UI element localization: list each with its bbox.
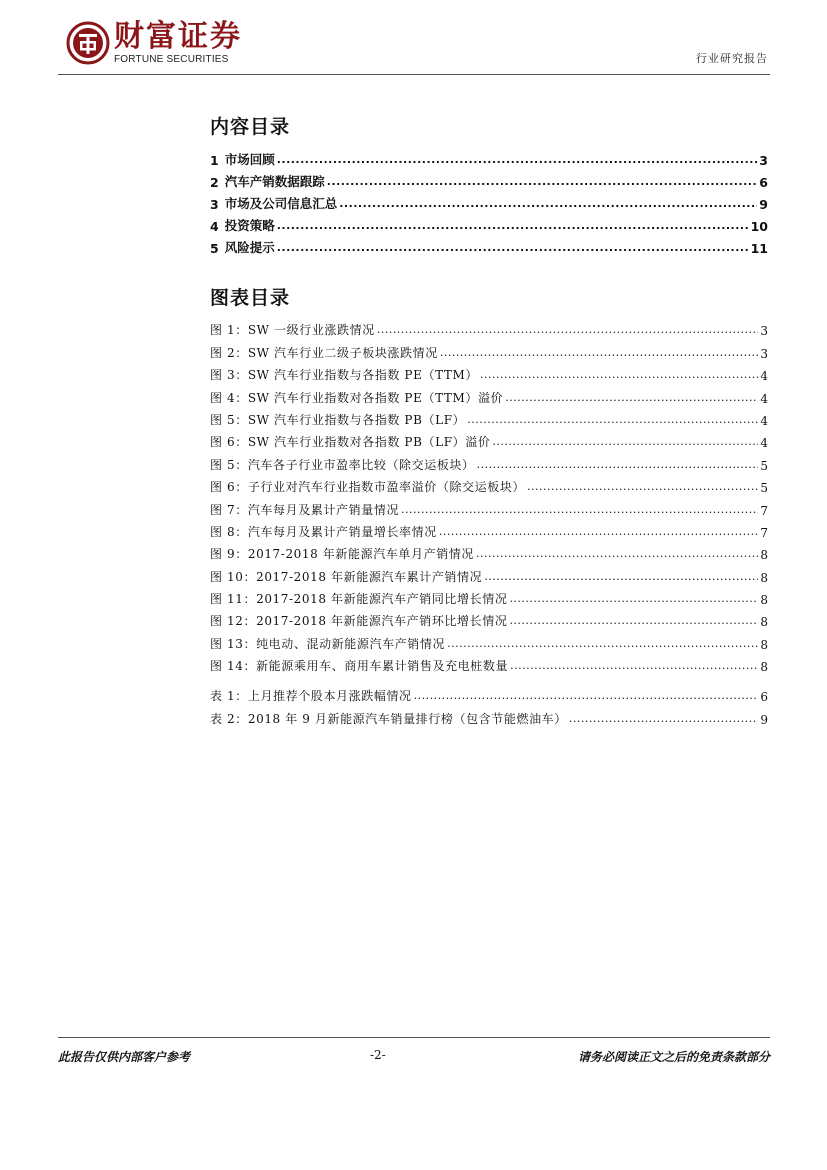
dot-leader (480, 368, 758, 380)
brand-name-cn: 财富证券 (114, 19, 242, 54)
figure-item[interactable] (210, 450, 768, 472)
table-item-page: 6 (760, 690, 768, 705)
footer-divider (58, 1037, 770, 1038)
page-header (58, 18, 770, 74)
contents-title: 内容目录 (210, 116, 291, 138)
dot-leader (509, 614, 758, 626)
dot-leader (277, 241, 749, 254)
table-item-page: 9 (760, 712, 768, 727)
dot-leader (509, 592, 758, 604)
table-item-label: 表 2：2018 年 9 月新能源汽车销量排行榜（包含节能燃油车） (210, 711, 567, 726)
contents-item-label: 风险提示 (224, 240, 275, 255)
dot-leader (414, 689, 759, 701)
figure-item-label: 图 6：SW 汽车行业指数对各指数 PB（LF）溢价 (210, 435, 491, 450)
contents-item[interactable] (210, 146, 768, 168)
report-type-label: 行业研究报告 (696, 52, 768, 65)
figure-item-label: 图 13：纯电动、混动新能源汽车产销情况 (210, 636, 446, 651)
figure-item-label: 图 8：汽车每月及累计产销量增长率情况 (210, 524, 437, 539)
figure-item-label: 图 11：2017-2018 年新能源汽车产销同比增长情况 (210, 592, 508, 607)
footer-disclaimer-right: 请务必阅读正文之后的免责条款部分 (577, 1050, 770, 1064)
figure-item-page: 3 (760, 346, 768, 361)
figures-list (210, 316, 768, 674)
figure-item-page: 8 (760, 570, 768, 585)
figure-item[interactable] (210, 540, 768, 562)
figure-item-page: 8 (760, 615, 768, 630)
contents-item-number: 2 (210, 175, 219, 190)
dot-leader (277, 153, 758, 166)
dot-leader (339, 197, 757, 210)
table-item[interactable] (210, 682, 768, 704)
dot-leader (484, 570, 758, 582)
contents-item[interactable] (210, 212, 768, 234)
tables-list (210, 682, 768, 727)
figure-item-label: 图 5：汽车各子行业市盈率比较（除交运板块） (210, 457, 475, 472)
brand-name-en: FORTUNE SECURITIES (114, 54, 229, 65)
figure-item-page: 3 (760, 324, 768, 339)
contents-item-page: 3 (759, 153, 768, 168)
figure-item-label: 图 14：新能源乘用车、商用车累计销售及充电桩数量 (210, 659, 509, 674)
contents-item-number: 3 (210, 197, 219, 212)
dot-leader (569, 712, 758, 724)
contents-item-page: 9 (759, 197, 768, 212)
figure-item-label: 图 12：2017-2018 年新能源汽车产销环比增长情况 (210, 614, 508, 629)
contents-item-page: 6 (759, 175, 768, 190)
dot-leader (467, 413, 758, 425)
figure-item-page: 4 (760, 369, 768, 384)
dot-leader (401, 503, 758, 515)
contents-item-number: 4 (210, 219, 219, 234)
page-number: -2- (370, 1048, 386, 1062)
dot-leader (277, 219, 749, 232)
figure-item-page: 8 (760, 637, 768, 652)
figure-item-page: 8 (760, 593, 768, 608)
figure-item-label: 图 5：SW 汽车行业指数与各指数 PB（LF） (210, 412, 466, 427)
figure-item[interactable] (210, 495, 768, 517)
figure-item-label: 图 7：汽车每月及累计产销量情况 (210, 502, 400, 517)
figure-item[interactable] (210, 428, 768, 450)
figure-item-page: 4 (760, 436, 768, 451)
dot-leader (327, 175, 758, 188)
contents-item[interactable] (210, 234, 768, 256)
figure-item-page: 8 (760, 660, 768, 675)
header-divider (58, 74, 770, 75)
figure-item-label: 图 10：2017-2018 年新能源汽车累计产销情况 (210, 569, 483, 584)
table-item[interactable] (210, 704, 768, 726)
figure-item[interactable] (210, 406, 768, 428)
dot-leader (476, 547, 758, 559)
dot-leader (510, 659, 758, 671)
figure-item-label: 图 1：SW 一级行业涨跌情况 (210, 323, 375, 338)
contents-item-label: 市场及公司信息汇总 (224, 196, 338, 211)
figure-item-label: 图 9：2017-2018 年新能源汽车单月产销情况 (210, 547, 474, 562)
figure-item[interactable] (210, 607, 768, 629)
figure-item-page: 4 (760, 413, 768, 428)
figure-item-page: 5 (760, 458, 768, 473)
figure-item[interactable] (210, 316, 768, 338)
contents-item-label: 投资策略 (224, 218, 275, 233)
contents-item-label: 市场回顾 (224, 152, 275, 167)
contents-item-number: 1 (210, 153, 219, 168)
contents-item-label: 汽车产销数据跟踪 (224, 174, 325, 189)
figure-item[interactable] (210, 629, 768, 651)
dot-leader (440, 346, 759, 358)
figure-item-page: 8 (760, 548, 768, 563)
fortune-securities-logo-icon (66, 21, 110, 65)
figure-item[interactable] (210, 383, 768, 405)
figure-item-page: 5 (760, 481, 768, 496)
figure-item-label: 图 2：SW 汽车行业二级子板块涨跌情况 (210, 345, 438, 360)
dot-leader (492, 435, 758, 447)
figure-item-page: 4 (760, 391, 768, 406)
figure-item[interactable] (210, 361, 768, 383)
dot-leader (527, 480, 758, 492)
dot-leader (377, 323, 759, 335)
figure-item[interactable] (210, 518, 768, 540)
figure-item[interactable] (210, 473, 768, 495)
figure-item[interactable] (210, 562, 768, 584)
dot-leader (505, 391, 758, 403)
contents-item-number: 5 (210, 241, 219, 256)
dot-leader (447, 637, 758, 649)
contents-item-page: 11 (750, 241, 768, 256)
contents-list (210, 146, 768, 256)
figure-item-label: 图 3：SW 汽车行业指数与各指数 PE（TTM） (210, 368, 478, 383)
dot-leader (477, 458, 759, 470)
contents-item-page: 10 (750, 219, 768, 234)
figure-item-label: 图 6：子行业对汽车行业指数市盈率溢价（除交运板块） (210, 480, 526, 495)
contents-item[interactable] (210, 168, 768, 190)
figure-item[interactable] (210, 585, 768, 607)
dot-leader (439, 525, 759, 537)
figure-item[interactable] (210, 652, 768, 674)
figure-item-page: 7 (760, 503, 768, 518)
table-item-label: 表 1：上月推荐个股本月涨跌幅情况 (210, 689, 412, 704)
figures-title: 图表目录 (210, 287, 291, 309)
figure-item-page: 7 (760, 525, 768, 540)
figure-item-label: 图 4：SW 汽车行业指数对各指数 PE（TTM）溢价 (210, 390, 504, 405)
figure-item[interactable] (210, 338, 768, 360)
footer-disclaimer-left: 此报告仅供内部客户参考 (58, 1050, 191, 1064)
contents-item[interactable] (210, 190, 768, 212)
